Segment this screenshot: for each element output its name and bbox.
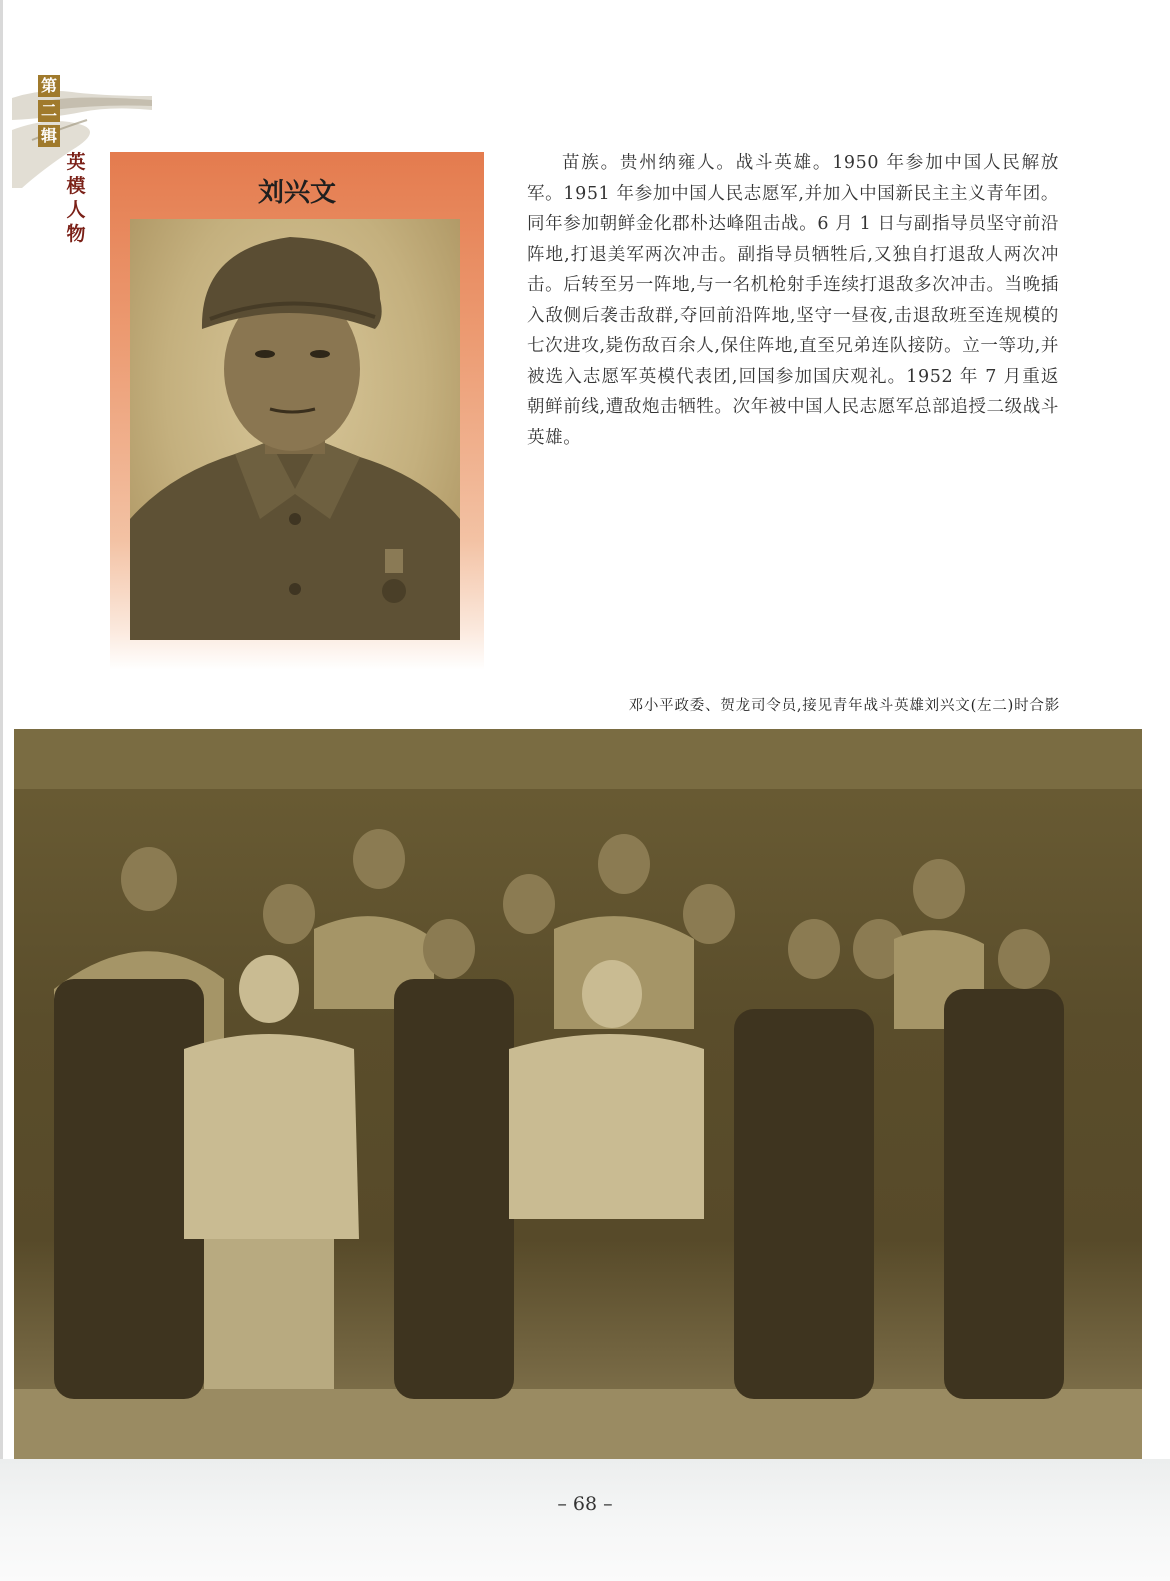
portrait-photo xyxy=(130,219,460,640)
biography-text: 苗族。贵州纳雍人。战斗英雄。1950 年参加中国人民解放军。1951 年参加中国人民志愿军,并加入中国新民主主义青年团。同年参加朝鲜金化郡朴达峰阻击战。6 月 1 日与副指导员坚守前沿阵地,打退美军两次冲击。副指导员牺牲后,又独自打退敌人两次冲击。后转至另一阵地,与一名机枪射手连续打退敌多次冲击。当晚插入敌侧后袭击敌群,夺回前沿阵地,坚守一昼夜,击退敌班至连规模的七次进攻,毙伤敌百余人,保住阵地,直至兄弟连队接防。立一等功,并被选入志愿军英模代表团,回国参加国庆观礼。1952 年 7 月重返朝鲜前线,遭敌炮击牺牲。次年被中国人民志愿军总部追授二级战斗英雄。 xyxy=(527,153,1059,448)
section-tag-char: 二 xyxy=(38,100,60,122)
page-number: – 68 – xyxy=(557,1493,613,1515)
photo-caption: 邓小平政委、贺龙司令员,接见青年战斗英雄刘兴文(左二)时合影 xyxy=(628,698,1060,714)
section-tag xyxy=(38,75,60,150)
group-photo xyxy=(14,729,1142,1459)
footer-background xyxy=(0,1459,1170,1581)
group-photo-image xyxy=(14,729,1142,1459)
portrait-name: 刘兴文 xyxy=(257,178,336,208)
page-edge xyxy=(0,0,3,1581)
section-title: 英模人物 xyxy=(66,151,86,245)
soldier-portrait-image xyxy=(130,219,460,640)
section-tag-char: 第 xyxy=(38,75,60,97)
section-tag-char: 辑 xyxy=(38,125,60,147)
portrait-card xyxy=(110,152,484,670)
